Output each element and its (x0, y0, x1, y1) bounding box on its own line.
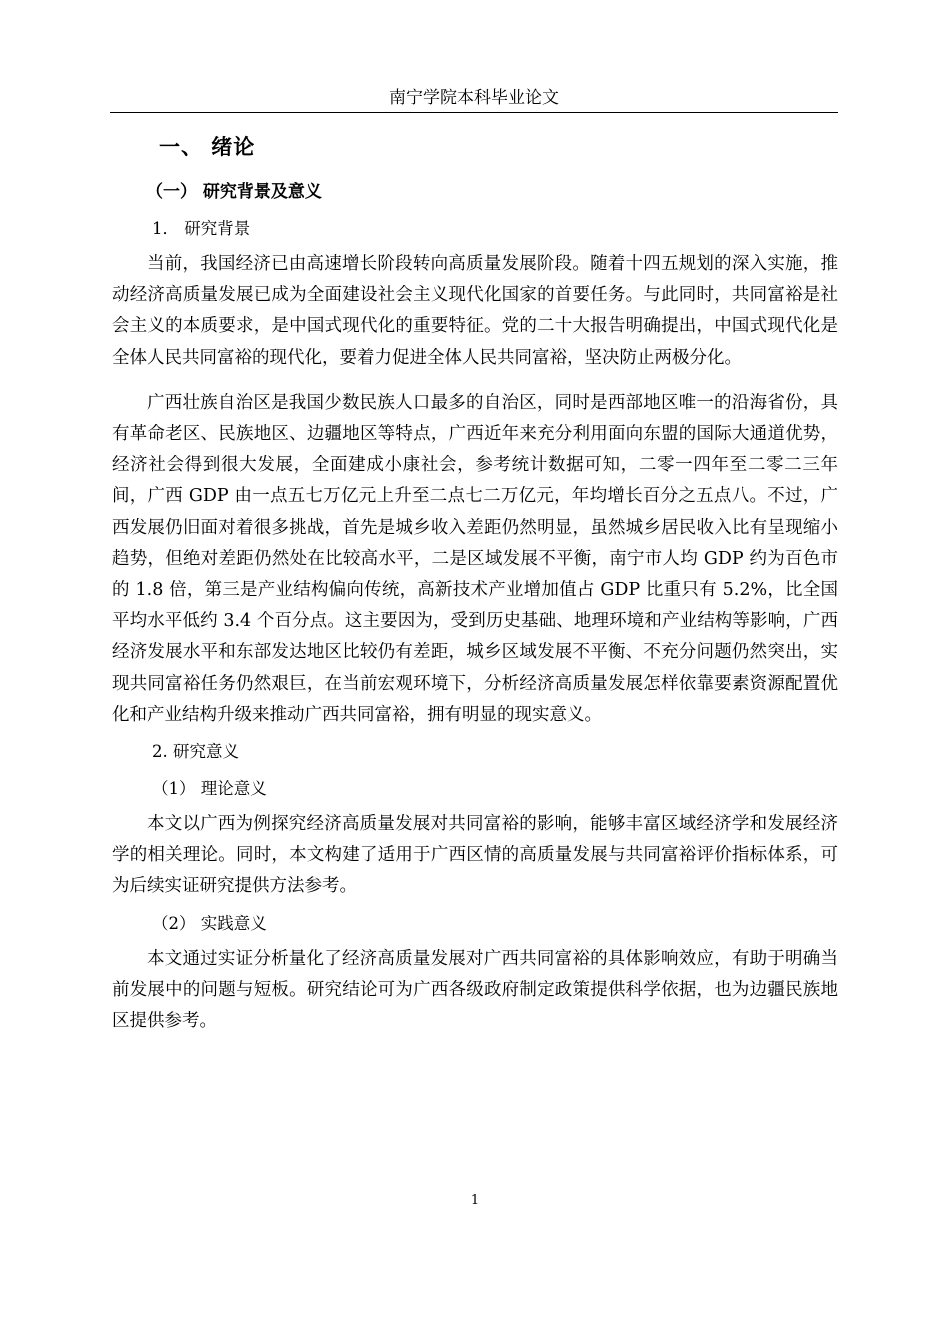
theory-significance-heading: （1） 理论意义 (152, 779, 267, 799)
practice-significance-paragraph: 本文通过实证分析量化了经济高质量发展对广西共同富裕的具体影响效应，有助于明确当前发展中的问题与短板。研究结论可为广西各级政府制定政策提供科学依据，也为边疆民族地区提供参考。 (112, 948, 838, 1032)
subsection-heading-background: 1． 研究背景 (152, 219, 251, 238)
chapter-heading: 一、 绪论 (159, 134, 256, 159)
practice-significance-heading: （2） 实践意义 (152, 913, 267, 933)
theory-significance-paragraph: 本文以广西为例探究经济高质量发展对共同富裕的影响，能够丰富区域经济学和发展经济学的相关理论。同时，本文构建了适用于广西区情的高质量发展与共同富裕评价指标体系，可为后续实证研究提供方法参考。 (112, 814, 838, 897)
header-rule (110, 112, 838, 113)
background-paragraph-2: 广西壮族自治区是我国少数民族人口最多的自治区，同时是西部地区唯一的沿海省份，具有革命老区、民族地区、边疆地区等特点，广西近年来充分利用面向东盟的国际大通道优势，经济社会得到很大发展，全面建成小康社会，参考统计数据可知，二零一四年至二零二三年间，广西 GDP 由一点五七万亿元上升至二点七二万亿元，年均增长百分之五点八。不过，广西发展仍旧面对着很多挑战，首先是城乡收入差距仍然明显，虽然城乡居民收入比有呈现缩小趋势，但绝对差距仍然处在比较高水平，二是区域发展不平衡，南宁市人均 GDP 约为百色市的 1.8 倍，第三是产业结构偏向传统，高新技术产业增加值占 GDP 比重只有 5.2%，比全国平均水平低约 3.4 个百分点。这主要因为，受到历史基础、地理环境和产业结构等影响，广西经济发展水平和东部发达地区比较仍有差距，城乡区域发展不平衡、不充分问题仍然突出，实现共同富裕任务仍然艰巨，在当前宏观环境下，分析经济高质量发展怎样依靠要素资源配置优化和产业结构升级来推动广西共同富裕，拥有明显的现实意义。 (112, 392, 838, 725)
document-body (112, 128, 838, 1037)
page-number: 1 (470, 1193, 480, 1208)
section-heading: （一） 研究背景及意义 (146, 182, 322, 202)
subsection-heading-significance: 2. 研究意义 (152, 742, 239, 762)
running-header: 南宁学院本科毕业论文 (389, 88, 559, 108)
background-paragraph-1: 当前，我国经济已由高速增长阶段转向高质量发展阶段。随着十四五规划的深入实施，推动经济高质量发展已成为全面建设社会主义现代化国家的首要任务。与此同时，共同富裕是社会主义的本质要求，是中国式现代化的重要特征。党的二十大报告明确提出，中国式现代化是全体人民共同富裕的现代化，要着力促进全体人民共同富裕，坚决防止两极分化。 (112, 254, 838, 368)
